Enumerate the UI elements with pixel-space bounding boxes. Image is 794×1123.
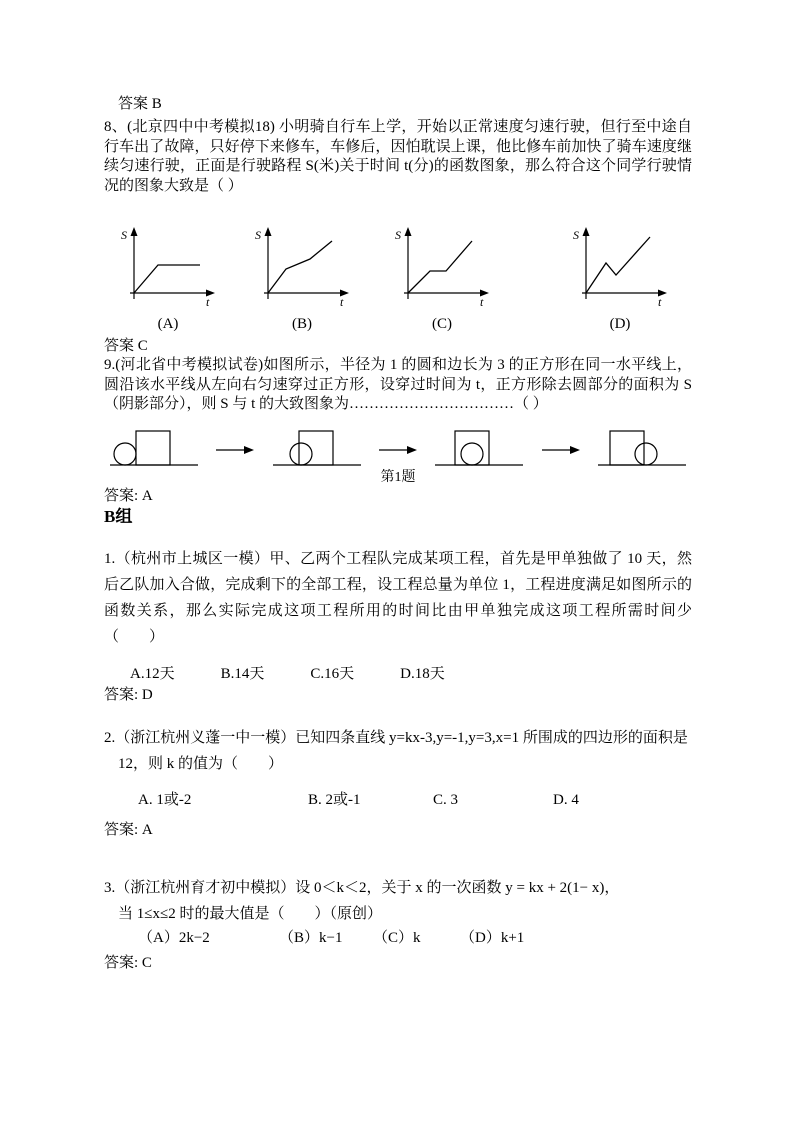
- question-8-text: 8、(北京四中中考模拟18) 小明骑自行车上学，开始以正常速度匀速行驶，但行至中途自行车出了故障，只好停下来修车，车修后，因怕耽误上课，他比修车前加快了骑车速度继续匀速行驶，正面是行驶路程 S(米)关于时间 t(分)的函数图象，那么符合这个同学行驶情况的图象大致是（ ）: [104, 119, 692, 194]
- s-axis-label: S: [573, 228, 579, 242]
- option-c: C. 3: [433, 791, 459, 808]
- option-b: B. 2或-1: [308, 791, 361, 808]
- answer-label-b2: 答案: A: [104, 821, 153, 838]
- t-axis-label: t: [206, 295, 210, 309]
- s-axis-label: S: [121, 228, 127, 242]
- question-b1-text: 1.（杭州市上城区一模）甲、乙两个工程队完成某项工程，首先是甲单独做了 10 天，然后乙队加入合做，完成剩下的全部工程，设工程总量为单位 1，工程进度满足如图所示的函数关系，那么实际完成这项工程所用的时间比由甲单独完成这项工程所需时间少（ ）: [104, 550, 692, 645]
- graph-d-plot: [570, 225, 670, 309]
- option-a: （A）2k−2: [138, 929, 210, 946]
- graph-option-d: [570, 225, 670, 333]
- answer-label-q9: 答案: A: [104, 487, 153, 504]
- option-a-label: (A): [157, 316, 179, 332]
- question-b1-options: [104, 663, 692, 685]
- graph-b-plot: [252, 225, 352, 309]
- question-b2-options: [104, 789, 692, 811]
- figure-step-3: [435, 425, 523, 469]
- right-arrow-icon: [216, 444, 254, 456]
- option-b: B.14天: [220, 665, 265, 682]
- option-b: （B）k−1: [279, 929, 343, 946]
- figure-step-4: [598, 425, 686, 469]
- graph-a-plot: [118, 225, 218, 309]
- option-a: A. 1或-2: [138, 791, 192, 808]
- question-b2-text-line2: 12，则 k 的值为（ ）: [118, 755, 284, 772]
- t-axis-label: t: [480, 295, 484, 309]
- answer-label-q7: 答案 B: [118, 96, 162, 112]
- right-arrow-icon: [542, 444, 580, 456]
- figure-step-1: [110, 425, 198, 469]
- t-axis-label: t: [658, 295, 662, 309]
- question-b3-text-line2: 当 1≤x≤2 时的最大值是（ ）（原创）: [118, 905, 382, 922]
- question-b2-text-line1: 2.（浙江杭州义蓬一中一模）已知四条直线 y=kx-3,y=-1,y=3,x=1 所围成的四边形的面积是: [104, 729, 688, 746]
- option-d: D.18天: [400, 665, 445, 682]
- question-b3-options: [104, 927, 692, 949]
- option-c: C.16天: [310, 665, 355, 682]
- s-axis-label: S: [395, 228, 401, 242]
- graph-option-a: [118, 225, 218, 333]
- option-c-label: (C): [432, 316, 452, 332]
- figure-caption: 第1题: [380, 469, 416, 485]
- t-axis-label: t: [340, 295, 344, 309]
- answer-label-q8: 答案 C: [104, 338, 148, 354]
- figure-step-2: [273, 425, 361, 469]
- right-arrow-icon: [379, 444, 417, 456]
- document-content: [104, 94, 692, 973]
- graph-option-c: [392, 225, 492, 333]
- graph-c-plot: [392, 225, 492, 309]
- question-8-graph-options: [104, 225, 692, 333]
- option-b-label: (B): [292, 316, 312, 332]
- option-a: A.12天: [130, 665, 175, 682]
- question-b3-text-line1: 3.（浙江杭州育才初中模拟）设 0＜k＜2，关于 x 的一次函数 y = kx + 2(1− x)，: [104, 879, 620, 896]
- graph-option-b: [252, 225, 352, 333]
- answer-label-b1: 答案: D: [104, 686, 153, 703]
- group-b-heading: B组: [104, 506, 133, 526]
- option-d: （D）k+1: [460, 929, 525, 946]
- option-d: D. 4: [553, 791, 579, 808]
- option-c: （C）k: [373, 929, 421, 946]
- question-9-diagram: [104, 425, 692, 469]
- option-d-label: (D): [609, 316, 631, 332]
- answer-label-b3: 答案: C: [104, 954, 152, 971]
- s-axis-label: S: [255, 228, 261, 242]
- question-9-text: 9.(河北省中考模拟试卷)如图所示，半径为 1 的圆和边长为 3 的正方形在同一水平线上，圆沿该水平线从左向右匀速穿过正方形，设穿过时间为 t，正方形除去圆部分的面积为 S（阴影部分），则 S 与 t 的大致图象为……………………………（ ）: [104, 357, 692, 412]
